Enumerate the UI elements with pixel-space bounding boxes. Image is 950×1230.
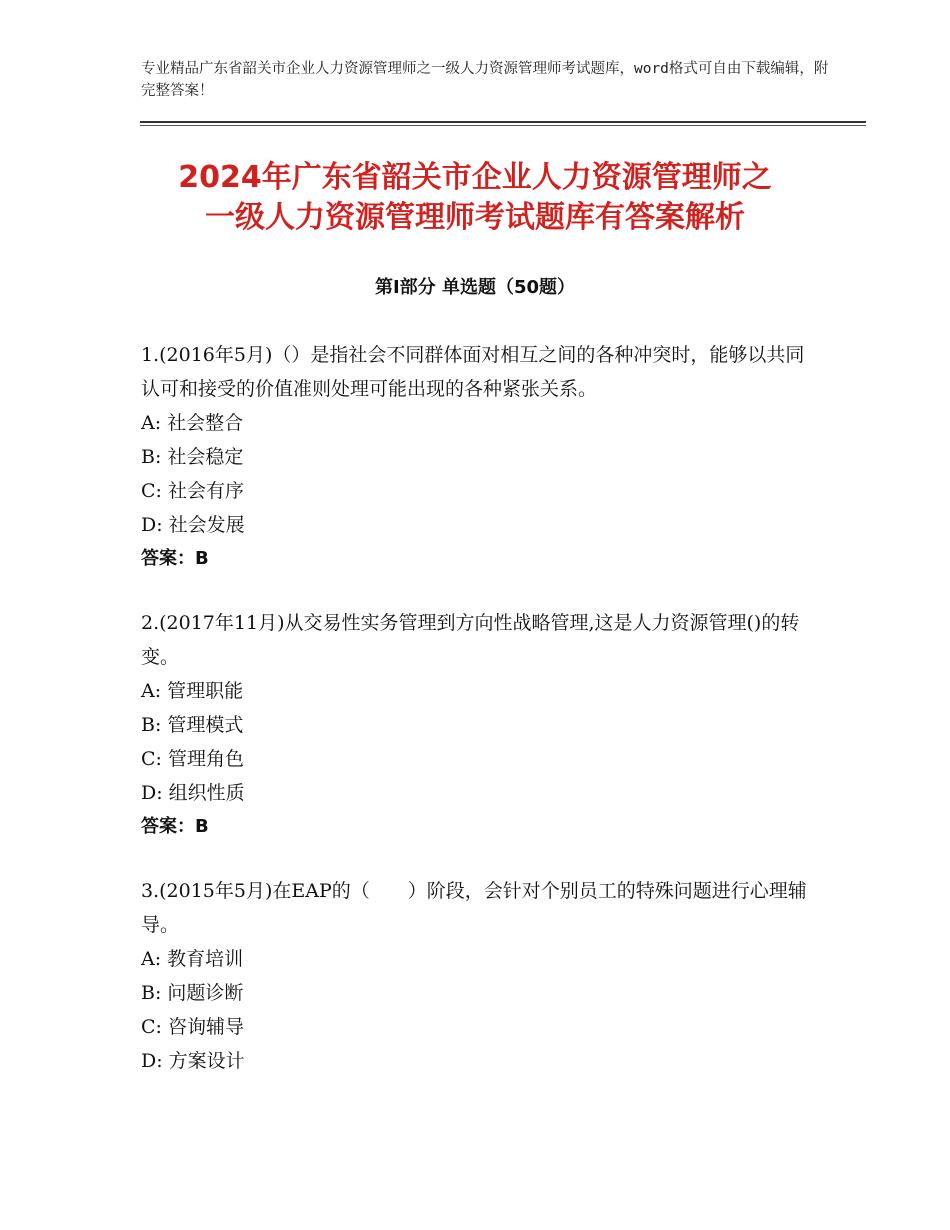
section-title: 第Ⅰ部分 单选题（50题）: [374, 277, 575, 298]
option-a: A: 管理职能: [141, 680, 244, 702]
question-stem: 3.(2015年5月)在EAP的（ ）阶段，会针对个别员工的特殊问题进行心理辅导。: [141, 880, 807, 936]
answer: 答案：B: [141, 548, 209, 569]
option-c: C: 社会有序: [141, 480, 244, 502]
document-title-line-2: 一级人力资源管理师考试题库有答案解析: [205, 200, 745, 235]
question-list: [141, 338, 811, 1108]
question-stem: 1.(2016年5月)（）是指社会不同群体面对相互之间的各种冲突时，能够以共同认可和接受的价值准则处理可能出现的各种紧张关系。: [141, 344, 805, 400]
option-a: A: 社会整合: [141, 412, 244, 434]
option-d: D: 组织性质: [141, 782, 245, 804]
answer: 答案：B: [141, 816, 209, 837]
option-c: C: 咨询辅导: [141, 1016, 244, 1038]
option-b: B: 管理模式: [141, 714, 244, 736]
option-d: D: 社会发展: [141, 514, 245, 536]
option-a: A: 教育培训: [141, 948, 244, 970]
question-1: [141, 338, 811, 576]
header-note: 专业精品广东省韶关市企业人力资源管理师之一级人力资源管理师考试题库，word格式可自由下载编辑，附完整答案！: [141, 61, 829, 99]
question-3: [141, 874, 811, 1078]
question-2: [141, 606, 811, 844]
question-stem: 2.(2017年11月)从交易性实务管理到方向性战略管理,这是人力资源管理()的转变。: [141, 612, 800, 668]
option-b: B: 问题诊断: [141, 982, 244, 1004]
option-b: B: 社会稳定: [141, 446, 244, 468]
header-rule-thick: [140, 121, 866, 123]
option-d: D: 方案设计: [141, 1050, 245, 1072]
document-title: [100, 158, 850, 238]
document-title-line-1: 2024年广东省韶关市企业人力资源管理师之: [178, 160, 772, 195]
header-rule-thin: [140, 125, 866, 126]
option-c: C: 管理角色: [141, 748, 244, 770]
